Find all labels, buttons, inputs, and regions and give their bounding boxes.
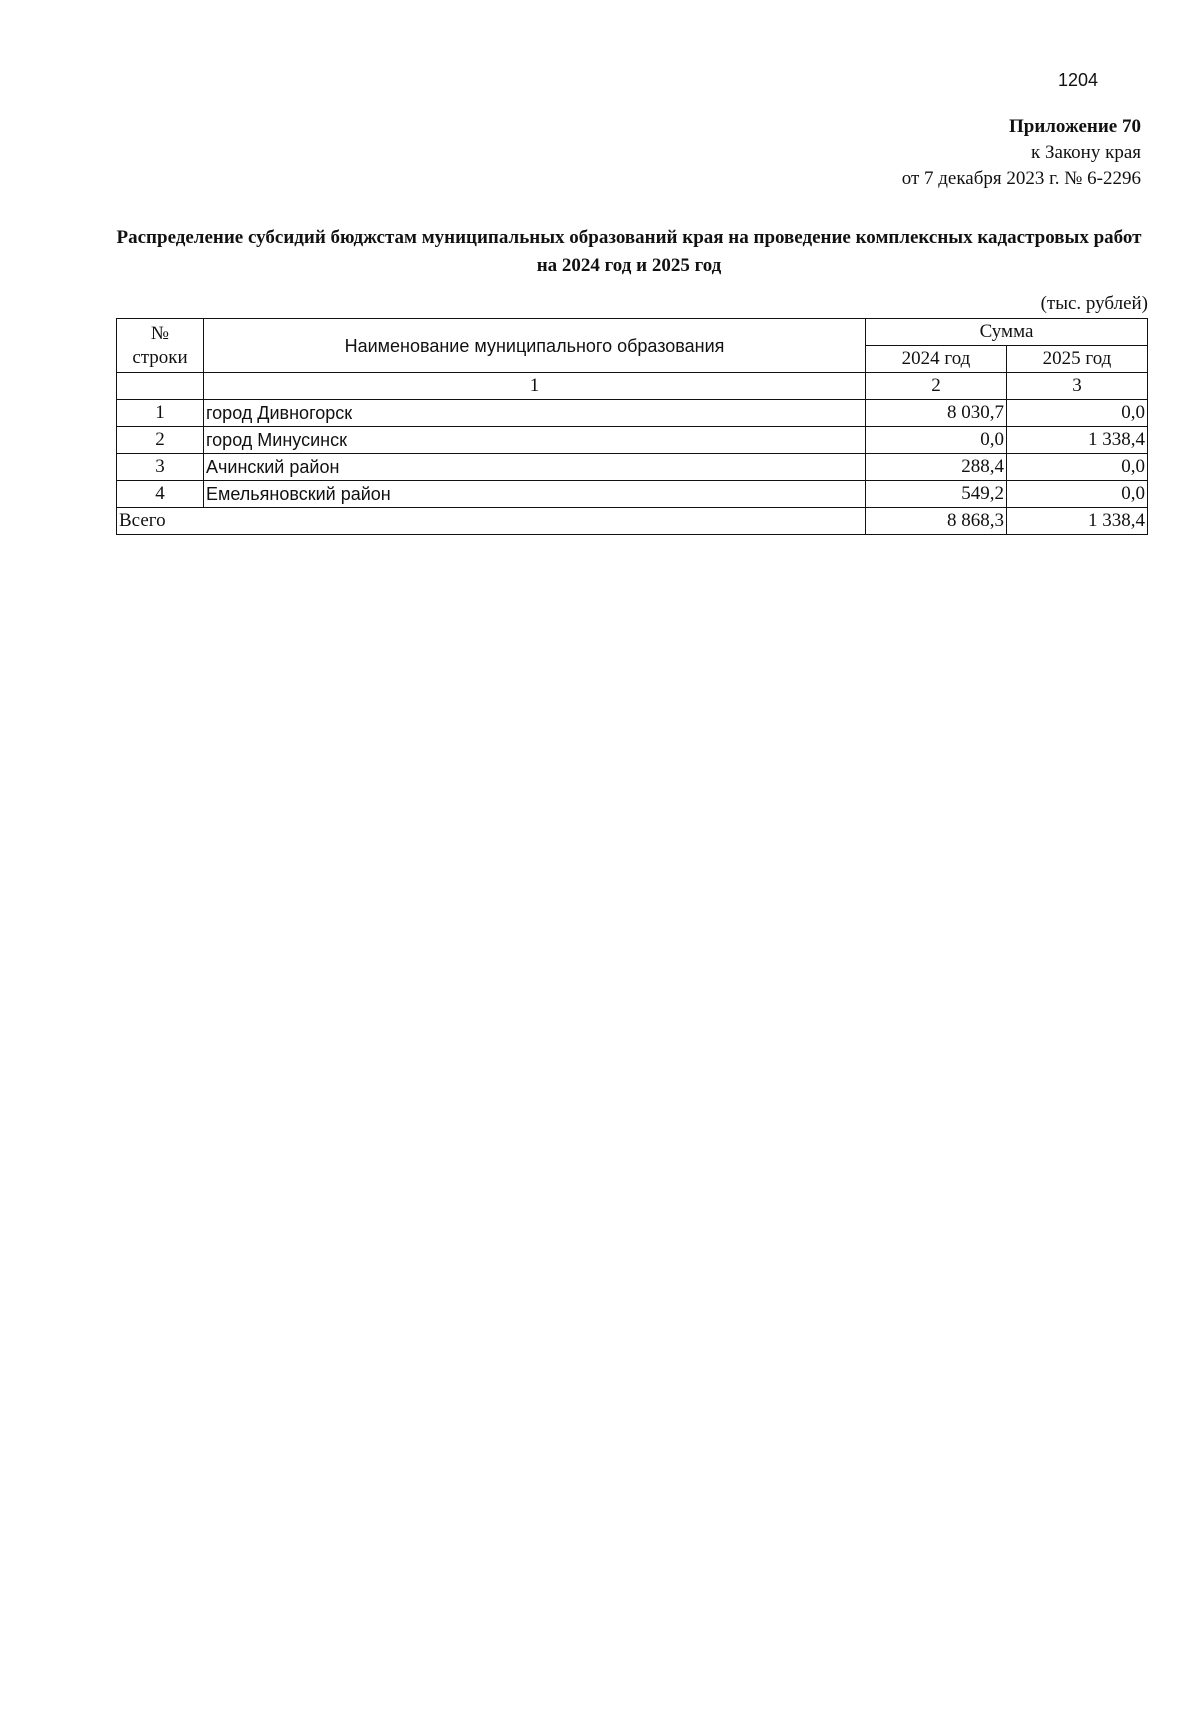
municipality-name: город Минусинск [204,427,866,454]
row-number: 2 [117,427,204,454]
column-number-1: 1 [204,373,866,400]
municipality-name: Ачинский район [204,454,866,481]
header-sum: Сумма [866,319,1148,346]
unit-note: (тыс. рублей) [1040,293,1148,314]
value-2025: 0,0 [1007,481,1148,508]
appendix-title: Приложение 70 [1008,116,1141,137]
appendix-date-line: от 7 декабря 2023 г. № 6-2296 [901,168,1141,189]
column-number-3: 3 [1007,373,1148,400]
row-number: 3 [117,454,204,481]
table-row [117,454,1148,481]
value-2025: 1 338,4 [1007,427,1148,454]
header-year-2025: 2025 год [1007,346,1148,373]
header-year-2024: 2024 год [866,346,1007,373]
page-number: 1204 [1057,70,1098,90]
header-row-number [117,319,204,373]
row-number: 4 [117,481,204,508]
value-2024: 549,2 [866,481,1007,508]
column-number-2: 2 [866,373,1007,400]
column-numbers-row [117,373,1148,400]
header-row-word: строки [132,346,188,368]
municipality-name: Емельяновский район [204,481,866,508]
table-row [117,427,1148,454]
value-2025: 0,0 [1007,454,1148,481]
total-label: Всего [117,508,866,535]
value-2024: 288,4 [866,454,1007,481]
header-number-sign: № [150,322,170,344]
value-2024: 0,0 [866,427,1007,454]
value-2024: 8 030,7 [866,400,1007,427]
total-2024: 8 868,3 [866,508,1007,535]
table-row [117,400,1148,427]
table-row [117,481,1148,508]
total-row [117,508,1148,535]
column-number-0 [117,373,204,400]
header-name: Наименование муниципального образования [204,319,866,373]
header-row [117,319,1148,346]
appendix-law-line: к Закону края [1030,142,1141,163]
municipality-name: город Дивногорск [204,400,866,427]
appendix-header [902,114,1141,192]
total-2025: 1 338,4 [1007,508,1148,535]
subsidy-table [116,318,1148,535]
row-number: 1 [117,400,204,427]
document-title: Распределение субсидий бюджстам муниципальных образований края на проведение комплексных кадастровых работ на 2024 год и 2025 год [116,227,1142,276]
value-2025: 0,0 [1007,400,1148,427]
